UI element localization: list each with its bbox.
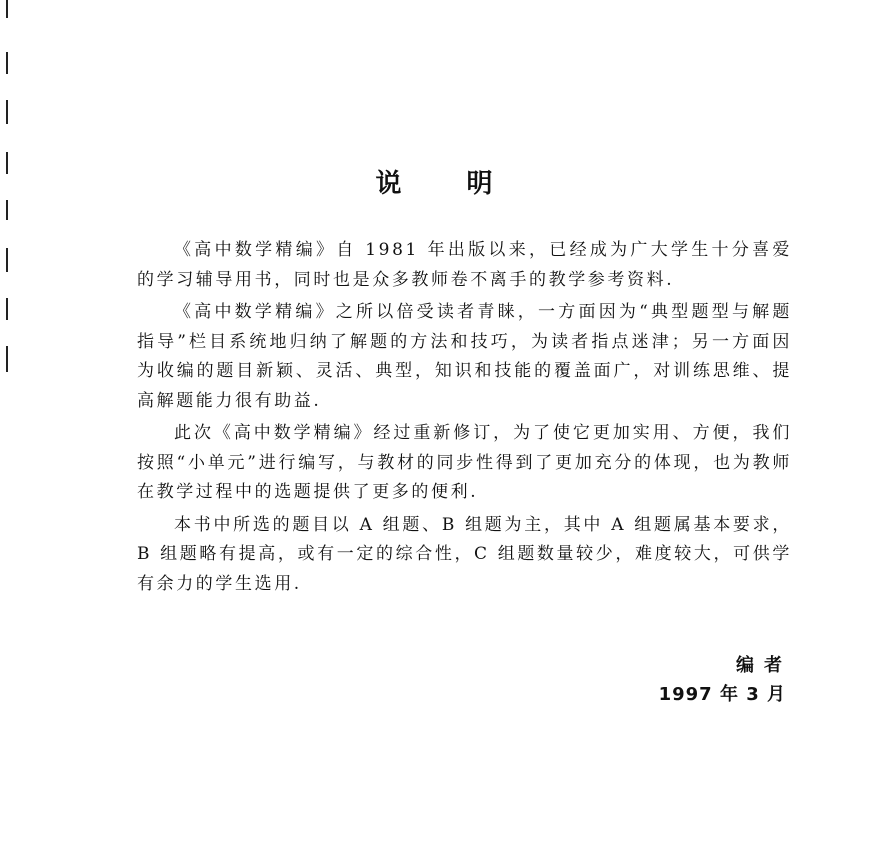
signature-author: 编者 <box>736 655 792 676</box>
paragraph: 《高中数学精编》自 1981 年出版以来，已经成为广大学生十分喜爱的学习辅导用书，同时也是众多教师卷不离手的教学参考资料. <box>137 240 792 290</box>
binding-mark <box>6 100 8 124</box>
binding-mark <box>6 52 8 74</box>
body-text <box>137 236 792 602</box>
paragraph: 本书中所选的题目以 A 组题、B 组题为主，其中 A 组题属基本要求，B 组题略有提高，或有一定的综合性，C 组题数量较少，难度较大，可供学有余力的学生选用. <box>137 514 792 594</box>
paragraph: 《高中数学精编》之所以倍受读者青睐，一方面因为“典型题型与解题指导”栏目系统地归纳了解题的方法和技巧，为读者指点迷津；另一方面因为收编的题目新颖、灵活、典型，知识和技能的覆盖面广，对训练思维、提高解题能力很有助益. <box>137 302 792 411</box>
binding-mark <box>6 298 8 320</box>
page-title <box>0 163 870 200</box>
binding-mark <box>6 248 8 272</box>
page-title-char: 明 <box>466 169 495 199</box>
binding-mark <box>6 0 8 18</box>
signature-date: 1997 年 3 月 <box>658 684 786 705</box>
binding-mark <box>6 200 8 220</box>
page-title-char: 说 <box>375 169 404 199</box>
paragraph: 此次《高中数学精编》经过重新修订，为了使它更加实用、方便，我们按照“小单元”进行编写，与教材的同步性得到了更加充分的体现，也为教师在教学过程中的选题提供了更多的便利. <box>137 423 792 502</box>
binding-mark <box>6 346 8 372</box>
